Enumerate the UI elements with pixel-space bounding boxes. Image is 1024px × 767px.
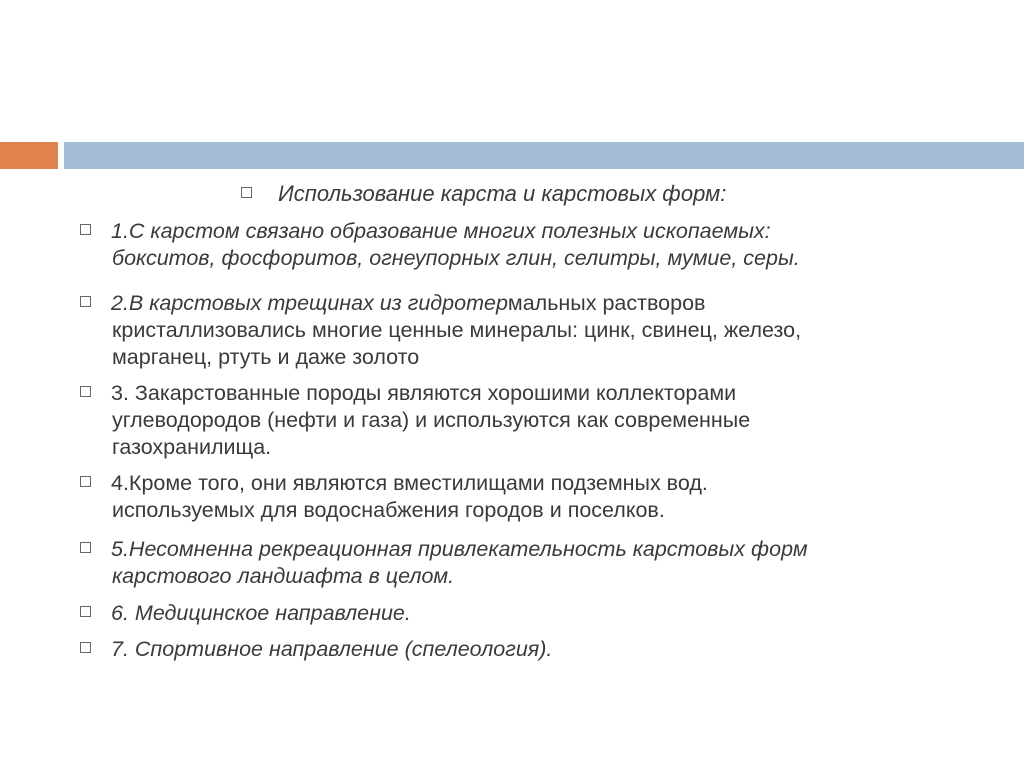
list-item-3 [80, 380, 750, 461]
list-item-2 [80, 290, 801, 371]
square-bullet-icon [80, 296, 91, 307]
item-4-line-1: 4.Кроме того, они являются вместилищами подземных вод. [111, 471, 708, 495]
item-3-line-1: 3. Закарстованные породы являются хорошими коллекторами [111, 381, 737, 405]
accent-bar-blue [64, 142, 1024, 169]
list-item-6 [80, 600, 411, 627]
square-bullet-icon [80, 642, 91, 653]
heading-text: Использование карста и карстовых форм: [278, 181, 727, 206]
item-2-line-2: кристаллизовались многие ценные минералы: цинк, свинец, железо, [112, 318, 802, 342]
item-1-line-2: бокситов, фосфоритов, огнеупорных глин, селитры, мумие, серы. [112, 246, 800, 270]
item-5-line-1: 5.Несомненна рекреационная привлекательность карстовых форм [111, 537, 808, 561]
list-item-5 [80, 536, 808, 590]
square-bullet-icon [80, 542, 91, 553]
list-item-4 [80, 470, 708, 524]
item-5-line-2: карстового ландшафта в целом. [112, 564, 455, 588]
list-item-1 [80, 218, 800, 272]
accent-bar-orange [0, 142, 58, 169]
square-bullet-icon [80, 224, 91, 235]
square-bullet-icon [241, 187, 252, 198]
heading-item [241, 180, 726, 208]
item-7-line-1: 7. Спортивное направление (спелеология). [111, 637, 553, 661]
item-2-line-3: марганец, ртуть и даже золото [112, 345, 420, 369]
item-4-line-2: используемых для водоснабжения городов и поселков. [112, 498, 665, 522]
list-item-7 [80, 636, 552, 663]
item-2-line-1 [111, 291, 705, 315]
item-2-line-1-italic: 2.В карстовых трещинах из гидротер [111, 291, 508, 315]
square-bullet-icon [80, 386, 91, 397]
square-bullet-icon [80, 606, 91, 617]
item-1-line-1: 1.С карстом связано образование многих полезных ископаемых: [111, 219, 771, 243]
item-3-line-2: углеводородов (нефти и газа) и используются как современные [112, 408, 751, 432]
item-3-line-3: газохранилища. [112, 435, 272, 459]
item-6-line-1: 6. Медицинское направление. [111, 601, 411, 625]
item-2-line-1-normal: мальных растворов [507, 291, 706, 315]
square-bullet-icon [80, 476, 91, 487]
